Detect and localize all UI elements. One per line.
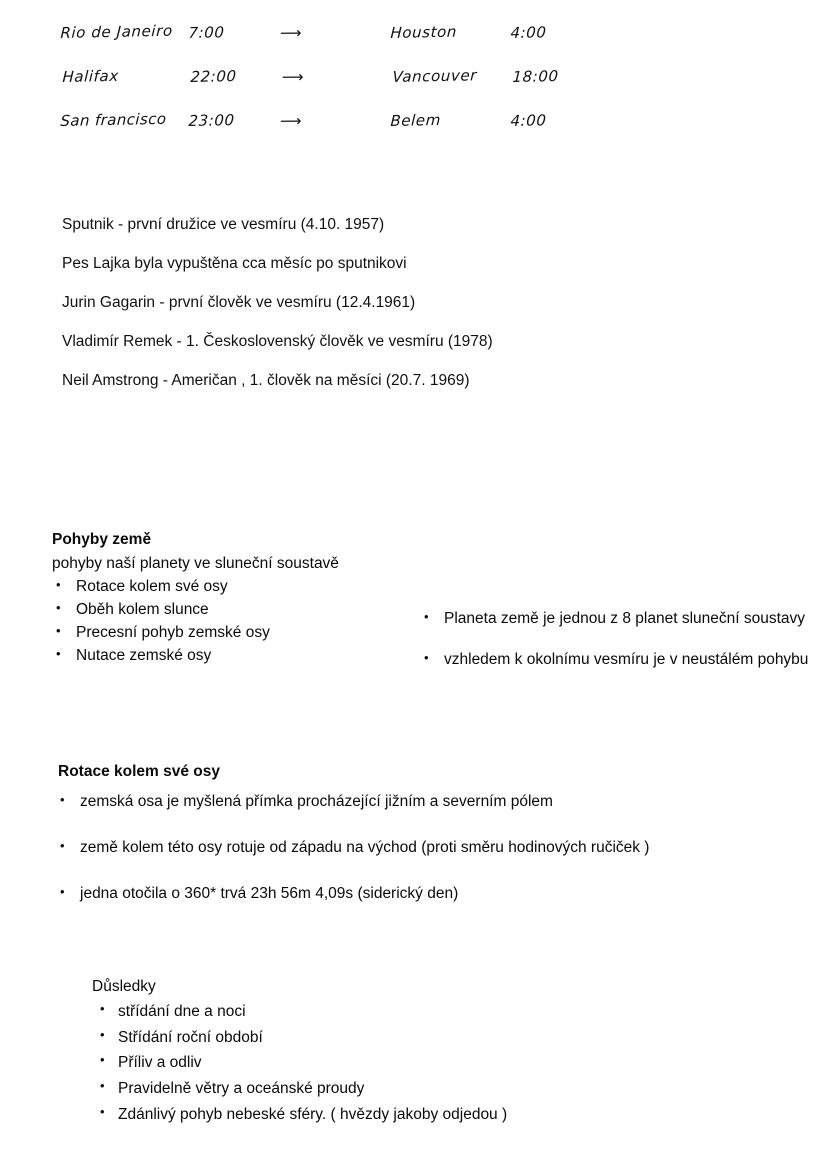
section-heading: Rotace kolem své osy [58,763,220,780]
handwritten-city-from: Halifax [62,66,120,86]
list-item: • jedna otočila o 360* trvá 23h 56m 4,09s (siderický den) [56,883,756,906]
list-item: • zemská osa je myšlená přímka procházející jižním a severním pólem [56,791,756,814]
handwritten-city-to: Belem [390,110,442,130]
list-item: • vzhledem k okolnímu vesmíru je v neustálém pohybu [420,649,810,672]
handwritten-time-to: 18:00 [512,67,560,86]
list-item: • Oběh kolem slunce [52,599,412,622]
space-history-line: Neil Amstrong - Američan , 1. člověk na měsíci (20.7. 1969) [62,372,470,389]
list-item: • Planeta země je jednou z 8 planet sluneční soustavy [420,608,810,631]
list-item: • střídání dne a noci [92,1001,692,1024]
arrow-icon: ⟶ [281,67,305,86]
section-subtitle: pohyby naší planety ve sluneční soustavě [52,555,339,572]
rotace-list [56,791,756,906]
list-item: • Nutace zemské osy [52,645,412,668]
list-item: • Precesní pohyb zemské osy [52,622,412,645]
handwritten-row [60,21,760,68]
section-heading: Pohyby země [52,531,152,548]
list-item: • Pravidelně větry a oceánské proudy [92,1078,692,1101]
list-item: • Příliv a odliv [92,1052,692,1075]
handwritten-city-to: Vancouver [392,66,478,86]
handwritten-row [60,109,760,156]
space-history-line: Sputnik - první družice ve vesmíru (4.10. 1957) [62,216,385,233]
space-history-line: Vladimír Remek - 1. Československý člověk ve vesmíru (1978) [62,333,493,350]
list-item: • Zdánlivý pohyb nebeské sféry. ( hvězdy jakoby odjedou ) [92,1104,692,1127]
section-heading: Důsledky [92,978,156,995]
space-history-line: Pes Lajka byla vypuštěna cca měsíc po sputnikovi [62,255,407,272]
section-rotace-kolem-sve-osy [56,763,756,929]
pohyby-right-list [420,608,810,672]
space-history-line: Jurin Gagarin - první člověk ve vesmíru (12.4.1961) [62,294,416,311]
space-history-list [62,216,762,411]
handwritten-city-from: Rio de Janeiro [60,21,174,42]
handwritten-time-to: 4:00 [510,23,547,42]
handwritten-time-from: 23:00 [188,111,236,130]
list-item: • země kolem této osy rotuje od západu na východ (proti směru hodinových ručiček ) [56,837,756,860]
handwritten-city-to: Houston [390,22,458,42]
section-pohyby-zeme [52,531,412,668]
dusledky-list [92,1001,692,1126]
arrow-icon: ⟶ [279,23,303,42]
handwritten-city-from: San francisco [60,109,167,130]
arrow-icon: ⟶ [279,111,303,130]
section-dusledky [92,978,692,1129]
list-item: • Rotace kolem své osy [52,576,412,599]
handwritten-time-from: 22:00 [190,67,238,86]
pohyby-right-column [420,608,810,690]
handwritten-row [60,68,760,112]
handwritten-time-from: 7:00 [188,23,225,42]
handwritten-time-to: 4:00 [510,111,547,130]
pohyby-list [52,576,412,668]
handwritten-notes [60,21,760,156]
list-item: • Střídání roční období [92,1027,692,1050]
